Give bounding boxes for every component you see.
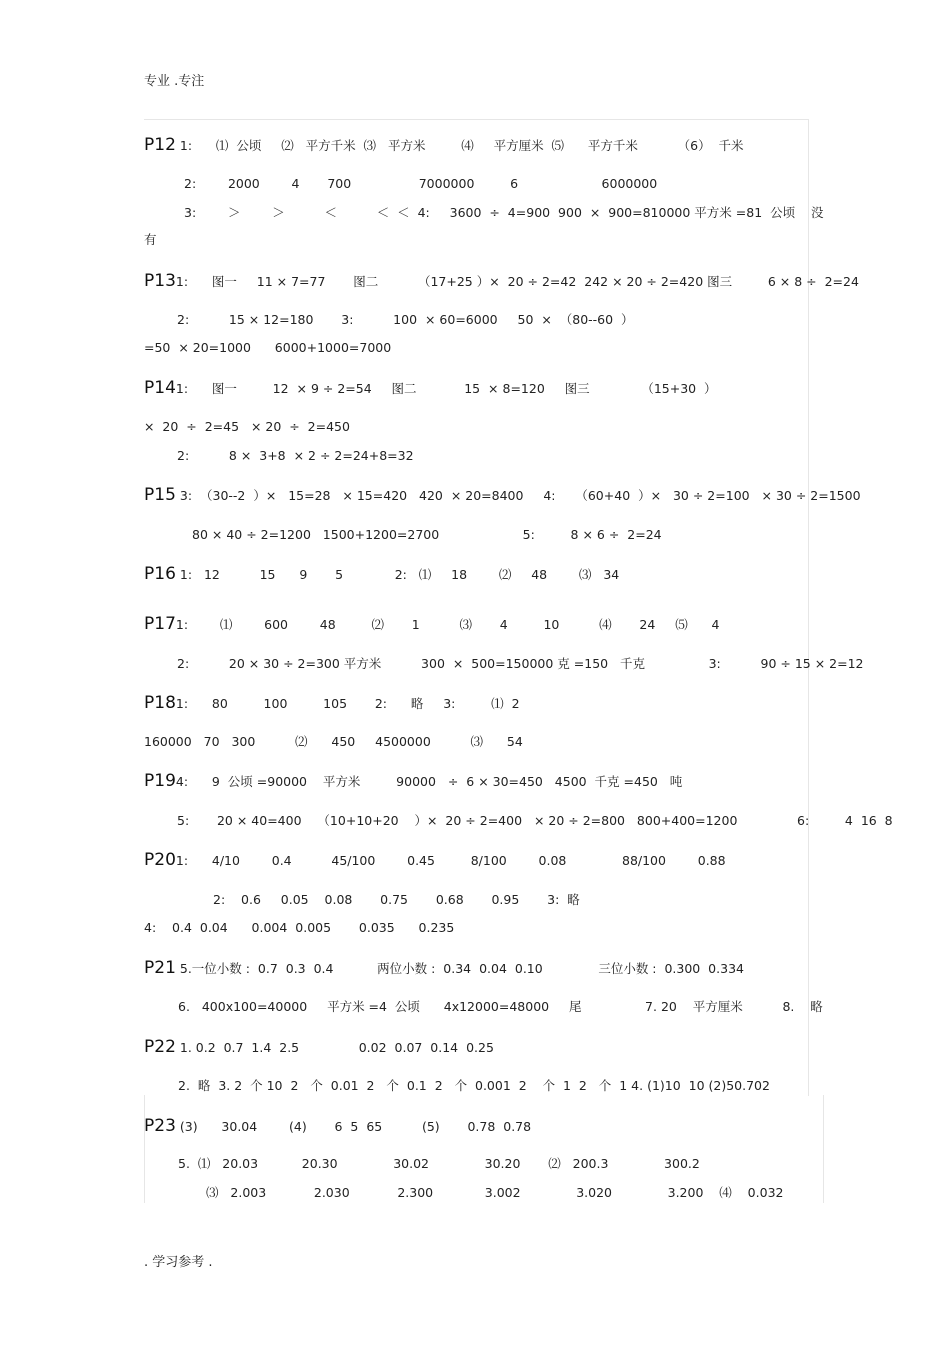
page-label: P23 [144,1116,176,1136]
answer-line [144,1039,494,1056]
answer-text: 1: 图一 12 × 9 ÷ 2=54 图二 15 × 8=120 图三 （15+30 ） [175,381,717,396]
answer-line [213,892,580,908]
answer-text: × 20 ÷ 2=45 × 20 ÷ 2=450 [144,419,350,434]
page-footer: . 学习参考 . [144,1255,213,1270]
answer-text: 5.一位小数 : 0.7 0.3 0.4 两位小数 : 0.34 0.04 0.10 三位小数 : 0.300 0.334 [179,961,744,976]
answer-line [144,273,859,290]
answer-text: 6. 400x100=40000 平方米 =4 公顷 4x12000=48000 尾 7. 20 平方厘米 8. 略 [178,999,823,1014]
answer-line [184,176,657,192]
answer-line [178,1078,770,1094]
answer-line [144,232,157,248]
answer-line [144,616,720,633]
answer-text: 2: 8 × 3+8 × 2 ÷ 2=24+8=32 [177,448,414,463]
answer-line [144,734,523,750]
answer-line [178,999,823,1015]
answer-text: 有 [144,232,157,247]
page-border-top [144,119,809,1096]
page-label: P12 [144,135,176,155]
answer-text: 5: 20 × 40=400 （10+10+20 ）× 20 ÷ 2=400 × 20 ÷ 2=800 800+400=1200 6: 4 16 8 [177,813,893,828]
answer-line [144,1118,531,1135]
answer-text: 1: ⑴ 公顷 ⑵ 平方千米 ⑶ 平方米 ⑷ 平方厘米 ⑸ 平方千米 （6） 千米 [179,138,744,153]
answer-text: 1: 图一 11 × 7=77 图二 （17+25 ）× 20 ÷ 2=42 242 × 20 ÷ 2=420 图三 6 × 8 ÷ 2=24 [175,274,859,289]
answer-text: 5. ⑴ 20.03 20.30 30.02 30.20 ⑵ 200.3 300.2 [178,1156,700,1171]
page-label: P14 [144,378,176,398]
answer-line [144,852,726,869]
answer-line [144,695,520,712]
answer-text: 4: 0.4 0.04 0.004 0.005 0.035 0.235 [144,920,455,935]
answer-text: =50 × 20=1000 6000+1000=7000 [144,340,392,355]
answer-text: 1. 0.2 0.7 1.4 2.5 0.02 0.07 0.14 0.25 [179,1040,494,1055]
answer-line [206,1185,783,1201]
page-label: P18 [144,693,176,713]
answer-line [177,656,863,672]
answer-text: 1: 80 100 105 2: 略 3: ⑴ 2 [175,696,520,711]
answer-line [144,960,744,977]
page-label: P17 [144,614,176,634]
answer-text: 3: （30--2 ）× 15=28 × 15=420 420 × 20=8400 4: （60+40 ）× 30 ÷ 2=100 × 30 ÷ 2=1500 [179,488,861,503]
answer-line [144,380,717,397]
answer-text: ⑶ 2.003 2.030 2.300 3.002 3.020 3.200 ⑷ 0.032 [206,1185,784,1200]
answer-line [177,813,893,829]
answer-text: 1: ⑴ 600 48 ⑵ 1 ⑶ 4 10 ⑷ 24 ⑸ 4 [175,617,720,632]
answer-text: 2: 20 × 30 ÷ 2=300 平方米 300 × 500=150000 克 =150 千克 3: 90 ÷ 15 × 2=12 [177,656,864,671]
answer-line [144,920,454,936]
answer-text: (3) 30.04 (4) 6 5 65 (5) 0.78 0.78 [179,1119,532,1134]
page-label: P13 [144,271,176,291]
answer-line [144,487,861,504]
answer-line [144,566,619,583]
answer-line [144,137,744,154]
answer-line [144,340,391,356]
page-label: P16 [144,564,176,584]
answer-line [177,312,634,328]
page-label: P19 [144,771,176,791]
answer-text: 2. 略 3. 2 个 10 2 个 0.01 2 个 0.1 2 个 0.001 2 个 1 2 个 1 4. (1)10 10 (2)50.702 [178,1078,770,1093]
answer-line [192,527,662,543]
page-label: P21 [144,958,176,978]
page-label: P20 [144,850,176,870]
answer-text: 4: 9 公顷 =90000 平方米 90000 ÷ 6 × 30=450 4500 千克 =450 吨 [175,774,683,789]
answer-text: 160000 70 300 ⑵ 450 4500000 ⑶ 54 [144,734,523,749]
answer-line [177,448,414,464]
answer-text: 1: 12 15 9 5 2: ⑴ 18 ⑵ 48 ⑶ 34 [179,567,620,582]
page-label: P15 [144,485,176,505]
answer-line [144,419,350,435]
answer-text: 1: 4/10 0.4 45/100 0.45 8/100 0.08 88/100 0.88 [175,853,726,868]
answer-text: 80 × 40 ÷ 2=1200 1500+1200=2700 5: 8 × 6 ÷ 2=24 [192,527,662,542]
answer-text: 3: ＞ ＞ ＜ ＜ ＜ 4: 3600 ÷ 4=900 900 × 900=810000 平方米 =81 公顷 没 [184,205,824,220]
answer-text: 2: 15 × 12=180 3: 100 × 60=6000 50 × （80--60 ） [177,312,634,327]
answer-line [184,205,823,221]
answer-line [144,773,682,790]
answer-text: 2: 2000 4 700 7000000 6 6000000 [184,176,658,191]
answer-text: 2: 0.6 0.05 0.08 0.75 0.68 0.95 3: 略 [213,892,580,907]
page-label: P22 [144,1037,176,1057]
answer-line [178,1156,700,1172]
page-header: 专业 .专注 [144,74,205,89]
